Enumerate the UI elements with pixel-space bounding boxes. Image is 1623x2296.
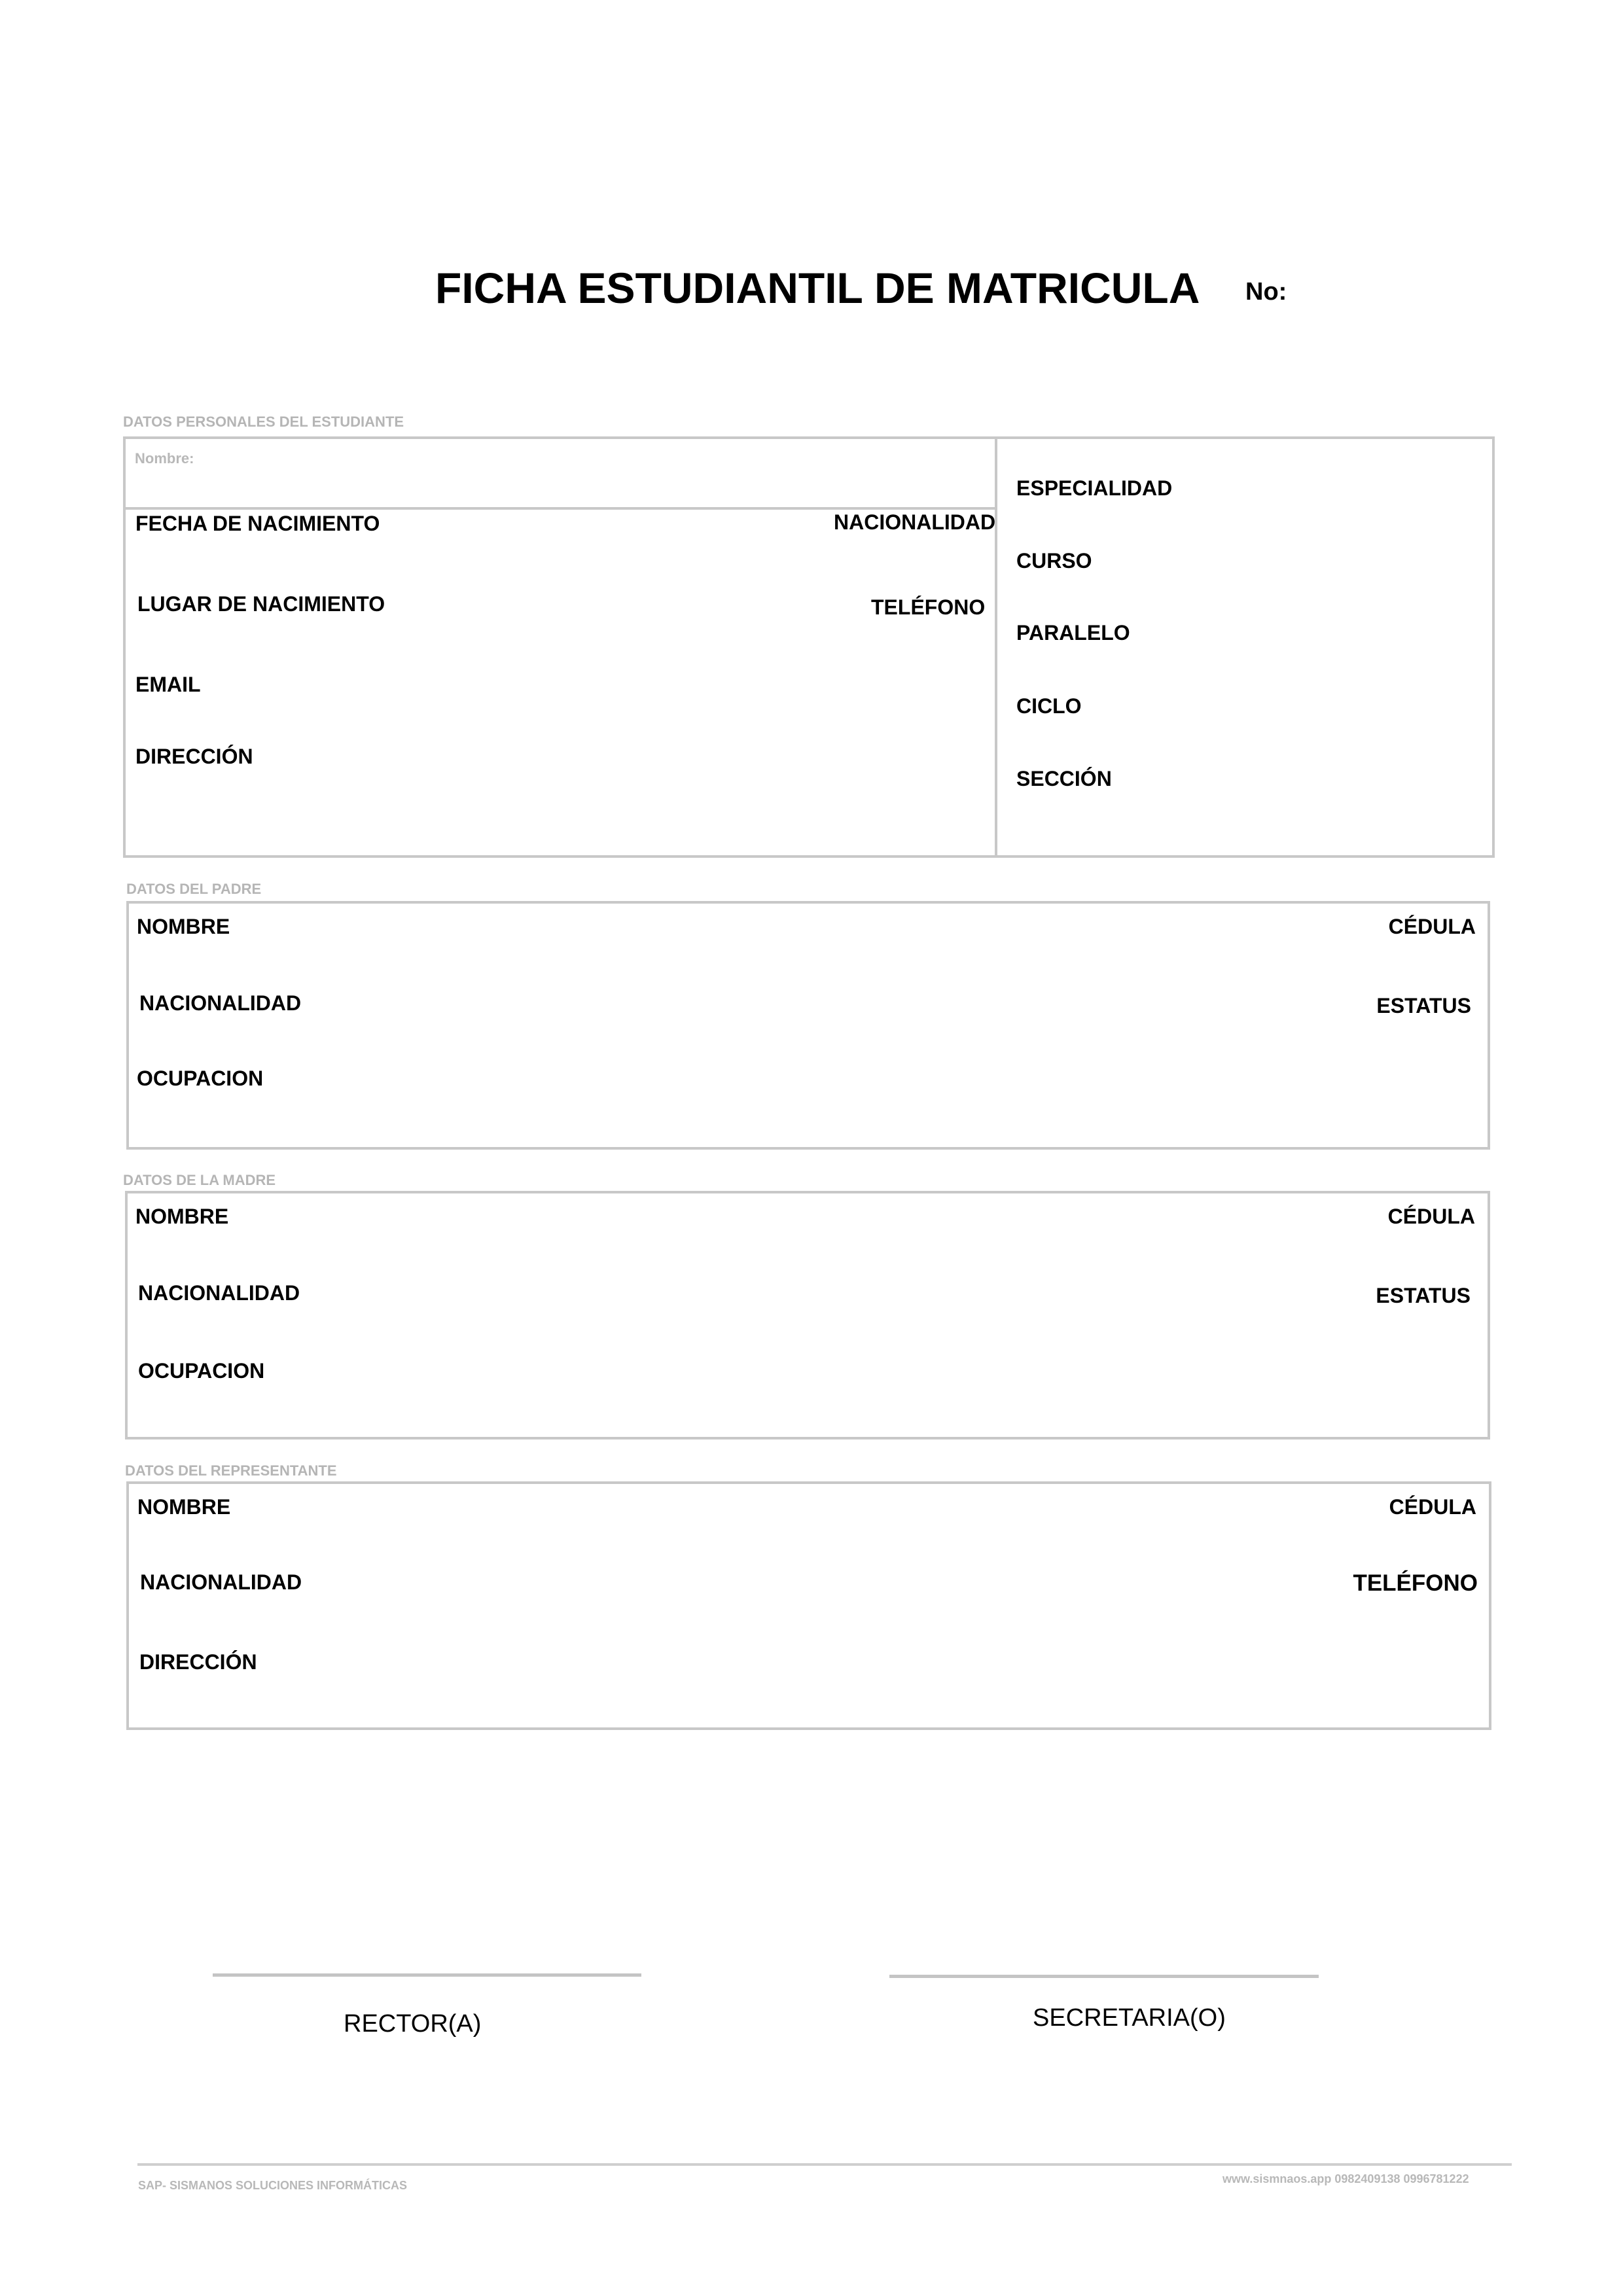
student-address-label: DIRECCIÓN <box>135 745 253 768</box>
student-birth-date-label: FECHA DE NACIMIENTO <box>135 512 380 535</box>
student-email-label: EMAIL <box>135 673 201 696</box>
father-box <box>126 901 1490 1150</box>
student-parallel-label: PARALELO <box>1016 621 1130 645</box>
father-name-label: NOMBRE <box>137 915 230 938</box>
student-nationality-label: NACIONALIDAD <box>834 510 996 534</box>
footer-right-text: www.sismnaos.app 0982409138 0996781222 <box>1222 2172 1469 2185</box>
representative-section-title: DATOS DEL REPRESENTANTE <box>125 1462 337 1479</box>
father-section-title: DATOS DEL PADRE <box>126 881 262 897</box>
footer-divider <box>137 2163 1512 2166</box>
student-box <box>123 436 1495 858</box>
number-label: No: <box>1245 278 1287 306</box>
representative-phone-label: TELÉFONO <box>1353 1570 1478 1596</box>
father-status-label: ESTATUS <box>1376 994 1471 1017</box>
student-cycle-label: CICLO <box>1016 694 1082 718</box>
student-section-title: DATOS PERSONALES DEL ESTUDIANTE <box>123 414 404 430</box>
student-name-label: Nombre: <box>135 450 194 467</box>
father-occupation-label: OCUPACION <box>137 1067 264 1090</box>
document-title: FICHA ESTUDIANTIL DE MATRICULA <box>435 264 1200 312</box>
mother-name-label: NOMBRE <box>135 1205 229 1228</box>
representative-nationality-label: NACIONALIDAD <box>140 1570 302 1594</box>
father-id-label: CÉDULA <box>1388 915 1476 938</box>
student-course-label: CURSO <box>1016 549 1092 573</box>
student-section-label: SECCIÓN <box>1016 767 1112 790</box>
rector-signature-label: RECTOR(A) <box>344 2010 482 2038</box>
mother-id-label: CÉDULA <box>1387 1205 1475 1228</box>
mother-occupation-label: OCUPACION <box>138 1359 265 1383</box>
student-name-divider <box>123 507 996 510</box>
mother-box <box>125 1191 1490 1439</box>
mother-section-title: DATOS DE LA MADRE <box>123 1172 276 1188</box>
representative-id-label: CÉDULA <box>1389 1495 1476 1519</box>
father-nationality-label: NACIONALIDAD <box>139 991 302 1015</box>
representative-address-label: DIRECCIÓN <box>139 1650 257 1674</box>
mother-status-label: ESTATUS <box>1376 1284 1471 1307</box>
student-specialty-label: ESPECIALIDAD <box>1016 476 1173 500</box>
footer-left-text: SAP- SISMANOS SOLUCIONES INFORMÁTICAS <box>138 2179 408 2192</box>
representative-box <box>126 1481 1491 1730</box>
student-birth-place-label: LUGAR DE NACIMIENTO <box>137 592 385 616</box>
representative-name-label: NOMBRE <box>137 1495 231 1519</box>
rector-signature-line <box>213 1973 641 1977</box>
secretary-signature-line <box>889 1975 1319 1978</box>
mother-nationality-label: NACIONALIDAD <box>138 1281 300 1305</box>
student-phone-label: TELÉFONO <box>871 595 986 619</box>
student-column-divider <box>995 436 997 858</box>
secretary-signature-label: SECRETARIA(O) <box>1033 2004 1226 2032</box>
